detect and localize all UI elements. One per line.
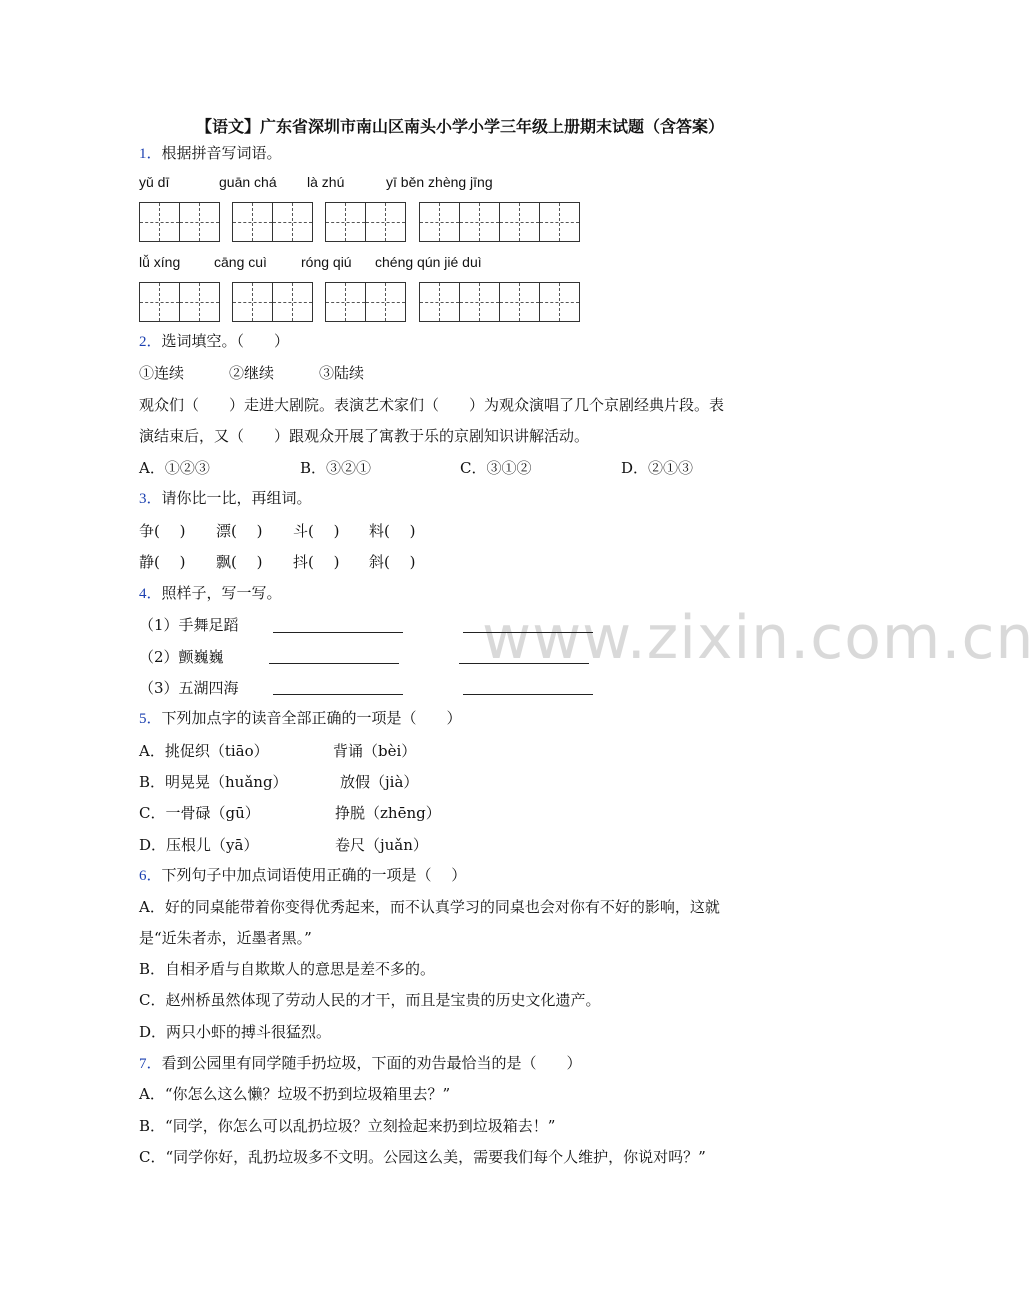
pinyin: yī běn zhèng jīng (386, 174, 493, 190)
question-number: 5． (139, 711, 162, 727)
word-blank[interactable]: 斗( ) (293, 522, 340, 540)
question-number: 7． (139, 1056, 162, 1072)
pinyin: là zhú (307, 174, 345, 190)
word-blank[interactable]: 抖( ) (293, 553, 340, 571)
option-b[interactable]: B．③②① (300, 459, 372, 477)
writing-grid[interactable] (232, 202, 313, 242)
question-text: 下列句子中加点词语使用正确的一项是（ ） (161, 866, 467, 884)
example-item: （2）颤巍巍 (139, 648, 224, 666)
option-c[interactable]: C．“同学你好，乱扔垃圾多不文明。公园这么美，需要我们每个人维护，你说对吗？” (139, 1148, 706, 1166)
question-number: 4． (139, 586, 162, 602)
answer-line[interactable] (463, 693, 593, 695)
option-c[interactable]: C．③①② (460, 459, 532, 477)
question-text: 照样子，写一写。 (161, 584, 282, 602)
example-item: （3）五湖四海 (139, 679, 239, 697)
question-6 (139, 865, 466, 886)
writing-grid[interactable] (325, 202, 406, 242)
question-text: 看到公园里有同学随手扔垃圾，下面的劝告最恰当的是（ ） (161, 1054, 582, 1072)
question-3 (139, 488, 312, 509)
option-b[interactable]: B．自相矛盾与自欺欺人的意思是差不多的。 (139, 960, 436, 978)
question-text: 请你比一比，再组词。 (161, 489, 312, 507)
option-a[interactable]: A．挑促织（tiāo） (139, 742, 269, 760)
question-number: 6． (139, 868, 162, 884)
pinyin: guān chá (219, 174, 277, 190)
question-number: 3． (139, 491, 162, 507)
option-a[interactable]: A．①②③ (139, 459, 210, 477)
answer-line[interactable] (463, 631, 593, 633)
passage-line: 观众们（ ）走进大剧院。表演艺术家们（ ）为观众演唱了几个京剧经典片段。表 (139, 396, 725, 414)
question-4 (139, 583, 282, 604)
question-1 (139, 143, 282, 164)
example-item: （1）手舞足蹈 (139, 616, 239, 634)
writing-grid[interactable] (325, 282, 406, 322)
word-blank[interactable]: 静( ) (139, 553, 186, 571)
option-d[interactable]: D．压根儿（yā） (139, 836, 259, 854)
pinyin: cāng cuì (214, 254, 267, 270)
answer-line[interactable] (273, 693, 403, 695)
option-b-word: 放假（jià） (340, 773, 419, 791)
option-a[interactable]: A．“你怎么这么懒？垃圾不扔到垃圾箱里去？” (139, 1085, 451, 1103)
word-blank[interactable]: 斜( ) (369, 553, 416, 571)
question-7 (139, 1053, 582, 1074)
option-c[interactable]: C．一骨碌（gū） (139, 804, 260, 822)
pinyin: chéng qún jié duì (375, 254, 482, 270)
word-blank[interactable]: 漂( ) (216, 522, 263, 540)
pinyin: yǔ dī (139, 174, 170, 190)
writing-grid[interactable] (419, 282, 580, 322)
option-d[interactable]: D．两只小虾的搏斗很猛烈。 (139, 1023, 332, 1041)
answer-line[interactable] (273, 631, 403, 633)
passage-line: 演结束后，又（ ）跟观众开展了寓教于乐的京剧知识讲解活动。 (139, 427, 590, 445)
option-c[interactable]: C．赵州桥虽然体现了劳动人民的才干，而且是宝贵的历史文化遗产。 (139, 991, 601, 1009)
option-a-continued: 是“近朱者赤，近墨者黑。” (139, 929, 312, 947)
writing-grid[interactable] (419, 202, 580, 242)
question-number: 2． (139, 334, 162, 350)
pinyin: róng qiú (301, 254, 352, 270)
question-text: 选词填空。（ ） (161, 332, 290, 350)
question-text: 下列加点字的读音全部正确的一项是（ ） (161, 709, 462, 727)
page-title: 【语文】广东省深圳市南山区南头小学小学三年级上册期末试题（含答案） (195, 117, 724, 136)
writing-grid[interactable] (139, 282, 220, 322)
question-5 (139, 708, 462, 729)
question-2 (139, 331, 289, 352)
word-blank[interactable]: 争( ) (139, 522, 186, 540)
word-blank[interactable]: 料( ) (369, 522, 416, 540)
pinyin: lǚ xíng (139, 254, 181, 270)
question-text: 根据拼音写词语。 (161, 144, 282, 162)
option-a[interactable]: A．好的同桌能带着你变得优秀起来，而不认真学习的同桌也会对你有不好的影响，这就 (139, 898, 720, 916)
option-d[interactable]: D．②①③ (621, 459, 694, 477)
option-a-word: 背诵（bèi） (333, 742, 417, 760)
writing-grid[interactable] (232, 282, 313, 322)
question-number: 1． (139, 146, 162, 162)
option-b[interactable]: B．明晃晃（huǎng） (139, 773, 288, 791)
writing-grid[interactable] (139, 202, 220, 242)
word-options: ①连续 ②继续 ③陆续 (139, 364, 365, 382)
watermark: www.zixin.com.cn (482, 603, 1034, 673)
option-c-word: 挣脱（zhēng） (335, 804, 441, 822)
word-blank[interactable]: 飘( ) (216, 553, 263, 571)
answer-line[interactable] (269, 662, 399, 664)
option-b[interactable]: B．“同学，你怎么可以乱扔垃圾？立刻捡起来扔到垃圾箱去！” (139, 1117, 556, 1135)
option-d-word: 卷尺（juǎn） (335, 836, 428, 854)
answer-line[interactable] (459, 662, 589, 664)
